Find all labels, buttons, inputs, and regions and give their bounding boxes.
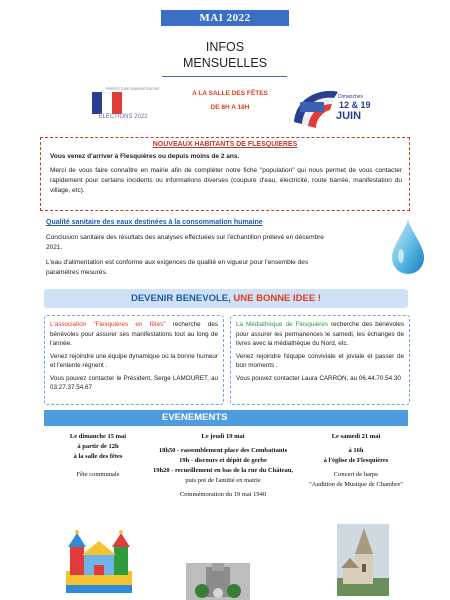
- library-volunteer-box: [230, 315, 410, 405]
- association-name: L'association "Flesquières en fêtes": [50, 321, 166, 328]
- elections-logo-text: ÉLECTIONS 2022: [98, 114, 148, 120]
- water-drop-icon: [388, 218, 428, 276]
- event-concert: [296, 432, 416, 490]
- dates-days: 12 & 19: [339, 100, 371, 110]
- elections-logo: [82, 88, 164, 124]
- new-residents-text: Merci de vous faire connaître en mairie afin de compléter notre fiche "population" qui nous permet de vous contacter rapidement pour certains incidents ou informations diverses (coupure d'eau, électricité, route barrée, manifestation du village, etc).: [50, 167, 402, 194]
- event2-date: Le jeudi 19 mai: [201, 433, 245, 440]
- event2-step1: 18h50 - rassemblement place des Combattants: [158, 447, 288, 454]
- library-text-1: [236, 320, 404, 349]
- page-title-line2: MENSUELLES: [182, 56, 268, 70]
- events-banner: EVENEMENTS: [44, 410, 408, 426]
- memorial-photo: [186, 563, 250, 600]
- event1-description: Fête communale: [76, 471, 120, 478]
- association-volunteer-box: [44, 315, 224, 405]
- elections-logo-small-text: PRÉFECTURE ADMINISTRATIVE: [106, 87, 160, 91]
- library-name: La Médiathèque de Flesquières: [236, 321, 329, 328]
- event3-date: Le samedi 21 mai: [331, 433, 381, 440]
- event1-date: Le dimanche 15 mai: [69, 433, 127, 440]
- event1-place: à la salle des fêtes: [73, 453, 123, 460]
- water-quality-text-1: Conclusion sanitaire des résultats des analyses effectuées sur l'échantillon prélevé en décembre 2021.: [46, 234, 324, 251]
- volunteer-banner-part1: DEVENIR BENEVOLE,: [130, 293, 234, 304]
- event-commemoration: [152, 432, 294, 500]
- new-residents-title: NOUVEAUX HABITANTS DE FLESQUIERES: [152, 141, 298, 148]
- month-banner: MAI 2022: [161, 10, 289, 26]
- elections-hours: DE 8H A 18H: [210, 104, 250, 111]
- event2-step3: [152, 466, 294, 486]
- volunteer-banner-part2: UNE BONNE IDEE !: [233, 293, 322, 304]
- association-text-1: [50, 320, 218, 349]
- elections-dates-graphic: [286, 84, 382, 134]
- church-photo: [337, 524, 389, 596]
- association-text-2: Venez rejoindre une équipe dynamique où la bonne humeur et l'entente règnent .: [50, 352, 218, 369]
- water-quality-text-2: L'eau d'alimentation est conforme aux exigences de qualité en vigueur pour l'ensemble des paramètres mesurés.: [46, 259, 309, 276]
- event2-step3-bold: 19h20 - recueillement en bas de la rue du Château,: [153, 467, 293, 474]
- event3-place: à l'église de Flesquières: [323, 457, 389, 464]
- library-contact: Vous pouvez contacter Laura CARRON, au 06.44.70.54.30: [236, 374, 401, 382]
- event-fete-communale: [42, 432, 154, 480]
- new-residents-box: [40, 137, 410, 211]
- bouncy-castle-image: [56, 525, 140, 595]
- event3-time: à 16h: [348, 447, 364, 454]
- water-quality-title: Qualité sanitaire des eaux destinées à la consommation humaine: [46, 219, 263, 226]
- library-text-2: Venez rejoindre l'équipe conviviale et joviale et passer de bon moments .: [236, 352, 404, 369]
- event2-step3-rest: puis pot de l'amitié en mairie: [185, 477, 261, 484]
- dates-month: JUIN: [336, 110, 362, 122]
- event1-time: à partir de 12h: [77, 443, 119, 450]
- page-title-line1: INFOS: [205, 40, 245, 54]
- new-residents-intro: Vous venez d'arriver à Flesquières ou depuis moins de 2 ans.: [50, 153, 240, 160]
- association-text-1-rest: recherche des bénévoles pour assurer ses manifestations tout au long de l'année.: [50, 321, 218, 347]
- library-text-1-rest: recherche des bénévoles pour assurer les permanences le samedi, les échanges de livres avec la médiathèque du Nord, etc.: [236, 321, 404, 347]
- french-flag-icon: [92, 92, 122, 114]
- volunteer-banner: [44, 289, 408, 308]
- event3-description-2: "Audition de Musique de Chambre": [309, 481, 403, 488]
- event2-step2: 19h - discours et dépôt de gerbe: [179, 457, 267, 464]
- elections-venue: A LA SALLE DES FÊTES: [192, 90, 268, 97]
- association-contact: Vous pouvez contacter le Président, Serge LAMOURET, au 03.27.37.54.67: [50, 374, 218, 391]
- event2-description: Commémoration du 19 mai 1940: [179, 491, 267, 498]
- event3-description-1: Concert de harpe: [333, 471, 379, 478]
- title-divider: [162, 76, 287, 77]
- dates-label: Dimanches: [338, 94, 364, 100]
